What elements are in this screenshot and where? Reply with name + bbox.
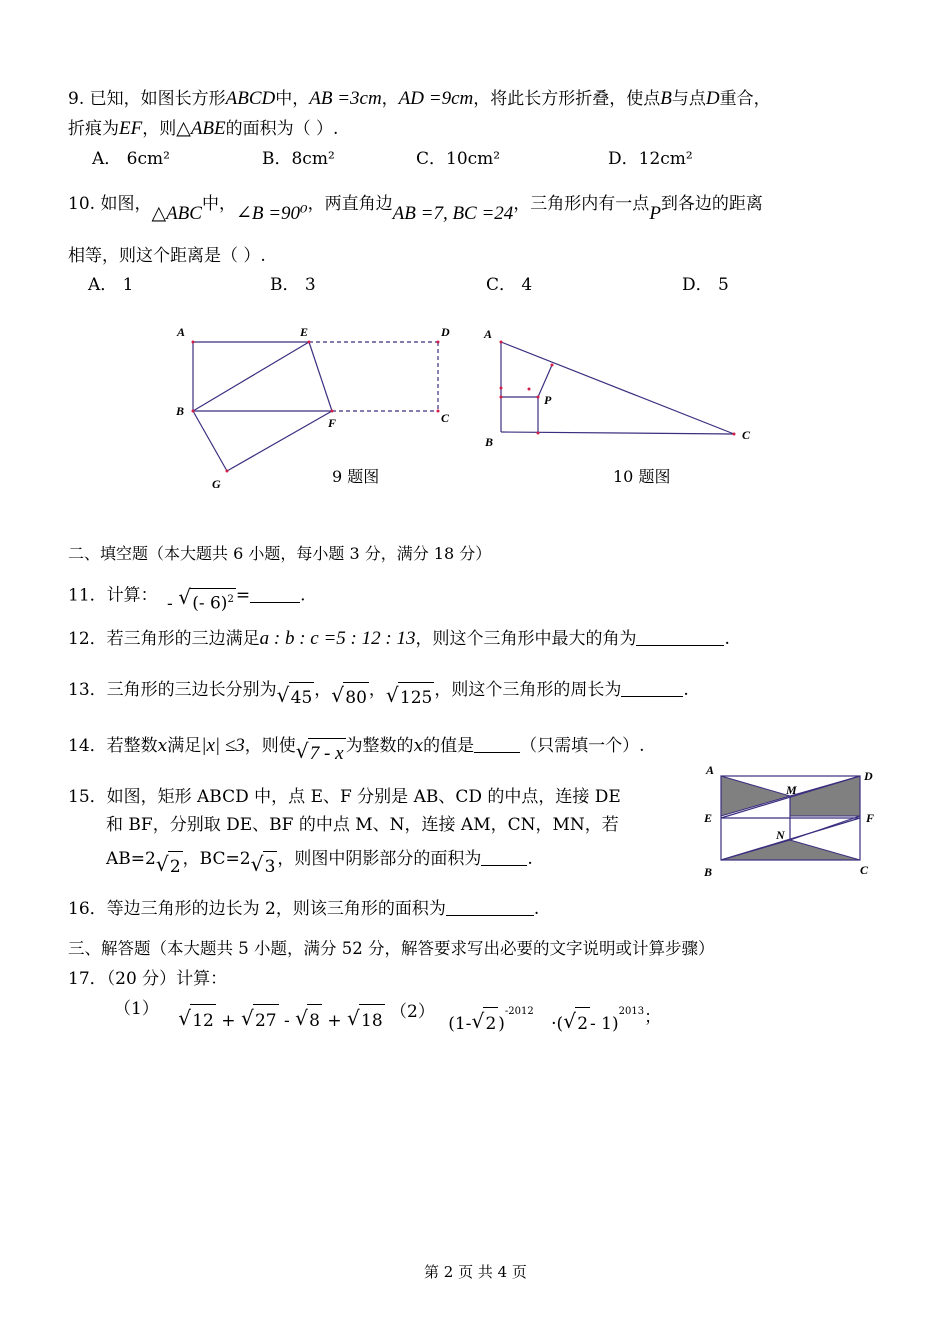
fig9-diagram [170, 320, 470, 500]
q9-text: 与点 [671, 89, 706, 109]
q17-part2 [390, 998, 661, 1034]
fig9-segment-ef [309, 342, 332, 411]
fig9-dot [308, 341, 311, 344]
q17-semicolon: ； [644, 1007, 662, 1028]
q14-text: 的值是 [423, 736, 475, 756]
q10-text: 到各边的距离 [660, 194, 763, 214]
q12-ratio: a : b : c =5 : 12 : 13 [259, 628, 416, 649]
q17-sqrt [295, 1004, 322, 1037]
fig9-label-f: F [328, 416, 337, 430]
q13-comma: ， [368, 680, 386, 700]
page-footer: 第 2 页 共 4 页 [424, 1263, 527, 1281]
fig15-label-c: C [860, 863, 869, 877]
q17-operator: + [327, 1011, 342, 1031]
fig10-dot [537, 432, 540, 435]
q13-radicand: 125 [398, 682, 434, 713]
q9-line2 [68, 118, 338, 140]
q9-text: ，则 [142, 119, 177, 139]
fig9-label-d: D [441, 325, 450, 339]
q17-radicand: 8 [307, 1004, 322, 1037]
q15-sqrt-2 [156, 851, 183, 882]
q10-point-p: P [649, 203, 661, 224]
q11-period: . [300, 585, 306, 606]
fig9-label-e: E [300, 325, 309, 339]
q17-label: 17．（20 分）计算： [68, 969, 228, 989]
q17-radicand: 2 [575, 1007, 590, 1040]
fig10-caption: 10 题图 [613, 467, 671, 486]
q17-expr: ) [498, 1013, 505, 1034]
q17-part1 [114, 998, 385, 1031]
q9-text: 折痕为 [68, 119, 119, 139]
q13-sqrt-80 [331, 682, 369, 713]
fig9-label-a: A [177, 325, 186, 339]
q15-line3 [106, 843, 533, 877]
fig15-label-b: B [704, 865, 713, 879]
fig9-dot [331, 410, 334, 413]
q13-sqrt-125 [386, 682, 434, 713]
fig10-dot [733, 433, 736, 436]
q9-triangle: △ABE [176, 118, 226, 139]
q17-part1-label: （1） [114, 999, 159, 1019]
fig10-label-b: B [485, 435, 494, 449]
q10-option-d: D． 5 [682, 275, 729, 295]
fig9-label-c: C [441, 411, 450, 425]
q9-rect-name: ABCD [225, 88, 276, 109]
q9-text: 重合， [719, 89, 771, 109]
q13 [68, 674, 689, 708]
q13-answer-blank[interactable] [621, 680, 683, 697]
q17-sqrt [347, 1004, 385, 1037]
q17-radicand: 12 [190, 1004, 216, 1037]
q11-exponent: 2 [227, 594, 234, 605]
q11-label: 11．计算： [68, 585, 158, 606]
q10-line1 [68, 188, 763, 230]
q13-radicand: 80 [343, 682, 369, 713]
q10-option-b: B． 3 [270, 275, 316, 295]
q17-expr: ·( [551, 1013, 564, 1034]
fig10-side-bc [501, 432, 734, 434]
fig10-diagram [478, 320, 758, 460]
q9-point-b: B [660, 88, 672, 109]
q14-answer-blank[interactable] [474, 736, 520, 753]
fig15-diagram [700, 760, 885, 885]
q9-line1 [68, 88, 771, 110]
fig15-label-f: F [866, 811, 875, 825]
section2-heading: 二、填空题（本大题共 6 小题，每小题 3 分，满分 18 分） [68, 544, 492, 563]
q17-radicand: 2 [483, 1007, 498, 1040]
fig10-label-p: P [544, 393, 552, 407]
fig9-dot [437, 341, 440, 344]
q9-option-b: B．8cm² [262, 149, 335, 169]
fig10-dot [500, 387, 503, 390]
q16 [68, 898, 539, 920]
q14-text: 满足 [167, 736, 202, 756]
fig15-label-d: D [864, 769, 873, 783]
fig15-label-a: A [706, 763, 715, 777]
q14 [68, 730, 645, 764]
q9-fold-line: EF [119, 118, 143, 139]
q9-ad: AD =9cm [398, 88, 474, 109]
q11-answer-blank[interactable] [250, 586, 300, 603]
q15-text: AB=2 [106, 849, 156, 869]
q13-sqrt-45 [277, 682, 315, 713]
q14-abs-condition: |x| ≤3 [201, 735, 245, 756]
q9-text: ，将此长方形折叠，使点 [473, 89, 661, 109]
q15-period: . [527, 849, 533, 869]
q9-text: 的面积为（ ）. [225, 119, 339, 139]
q12-text: 12．若三角形的三边满足 [68, 629, 260, 649]
q9-option-d: D．12cm² [608, 149, 693, 169]
q11 [68, 580, 306, 614]
q9-ab: AB =3cm [309, 88, 382, 109]
q17-expr: - 1) [590, 1013, 619, 1034]
fig10-side-ac [501, 342, 734, 434]
q16-answer-blank[interactable] [446, 899, 534, 916]
fig15-shaded-left [721, 776, 790, 816]
q10-text: 中， [201, 194, 236, 214]
q9-text: 中， [275, 89, 310, 109]
q17-sqrt [471, 1007, 498, 1040]
q9-point-d: D [705, 88, 720, 109]
q10-text: 10. 如图， [68, 194, 152, 214]
q16-period: . [533, 899, 540, 919]
q14-text: 14．若整数 [68, 736, 158, 756]
section3-heading: 三、解答题（本大题共 5 小题，满分 52 分，解答要求写出必要的文字说明或计算步骤） [68, 939, 715, 958]
q10-text: ，三角形内有一点 [513, 194, 650, 214]
q12 [68, 628, 730, 650]
q15-text: ，BC=2 [182, 849, 251, 869]
fig10-dot [537, 396, 540, 399]
q15-text: ，则图中阴影部分的面积为 [277, 849, 482, 869]
q15-answer-blank[interactable] [481, 849, 527, 866]
q13-comma: ， [314, 680, 332, 700]
fig9-dot [437, 410, 440, 413]
q15-sqrt-3 [251, 851, 278, 882]
q15-line2: 和 BF，分别取 DE、BF 的中点 M、N，连接 AM，CN，MN，若 [106, 815, 619, 835]
fig10-label-c: C [742, 428, 751, 442]
fig15-label-m: M [786, 783, 797, 797]
fig9-label-g: G [212, 477, 221, 491]
fig15-shaded-bottom [721, 840, 860, 860]
q10-line2: 相等，则这个距离是（ ）. [68, 246, 266, 266]
q15-radicand: 3 [263, 851, 278, 882]
q11-minus: - [167, 593, 173, 614]
q13-text: 13．三角形的三边长分别为 [68, 680, 277, 700]
q15-radicand: 2 [168, 851, 183, 882]
q17-expr: (1- [448, 1013, 472, 1034]
fig15-label-e: E [704, 811, 713, 825]
fig9-segment-gf [227, 411, 332, 471]
fig9-segment-be [193, 342, 309, 411]
q15-line1: 15．如图，矩形 ABCD 中，点 E、F 分别是 AB、CD 的中点，连接 DE [68, 787, 621, 807]
q9-text: ， [381, 89, 399, 109]
fig10-dot [551, 364, 554, 367]
q10-option-c: C． 4 [486, 275, 533, 295]
q14-var-x: x [157, 736, 168, 756]
fig9-label-b: B [176, 404, 185, 418]
q17-exponent: 2013 [618, 1006, 645, 1017]
q11-sqrt [178, 588, 236, 615]
q17-operator: + [221, 1011, 236, 1031]
q17-exponent: -2012 [504, 1006, 534, 1017]
q10-text: ，两直角边 [307, 194, 393, 214]
q16-text: 16．等边三角形的边长为 2，则该三角形的面积为 [68, 899, 446, 919]
q10-triangle: △ABC [151, 203, 202, 224]
fig9-dot [226, 470, 229, 473]
fig10-dot [500, 341, 503, 344]
q11-radicand: (- 6) [192, 593, 228, 614]
q13-text: ，则这个三角形的周长为 [434, 680, 622, 700]
q17-radicand: 27 [253, 1004, 279, 1037]
fig9-dot [192, 341, 195, 344]
q10-angle: ∠B =90⁰ [235, 203, 308, 224]
q10-option-a: A． 1 [88, 275, 134, 295]
fig9-caption: 9 题图 [332, 467, 380, 486]
q17-sqrt [178, 1004, 216, 1037]
fig15-label-n: N [776, 828, 785, 842]
q11-equals: = [235, 585, 251, 606]
fig10-dot [500, 396, 503, 399]
q17-part2-label: （2） [390, 1001, 435, 1022]
q10-sides: AB =7, BC =24 [392, 203, 514, 224]
q14-text: （只需填一个）. [520, 736, 645, 756]
q12-answer-blank[interactable] [636, 629, 724, 646]
q12-text: ，则这个三角形中最大的角为 [415, 629, 637, 649]
fig10-label-a: A [484, 327, 493, 341]
q13-period: . [683, 680, 689, 700]
q12-period: . [724, 629, 730, 649]
q9-text: 9. 已知，如图长方形 [68, 89, 226, 109]
fig9-dot [192, 410, 195, 413]
q14-radicand: 7 - x [308, 738, 346, 769]
q14-sqrt [296, 738, 346, 769]
q17-sqrt [563, 1007, 590, 1040]
fig15-shaded-right-top [790, 776, 860, 816]
q17-radicand: 18 [359, 1004, 385, 1037]
q17-operator: - [283, 1011, 290, 1031]
q9-option-a: A． 6cm² [92, 149, 170, 169]
q14-var-x: x [413, 736, 424, 756]
q14-text: ，则使 [244, 736, 296, 756]
q14-text: 为整数的 [345, 736, 414, 756]
fig10-dot [528, 388, 531, 391]
q9-option-c: C．10cm² [416, 149, 501, 169]
q13-radicand: 45 [289, 682, 315, 713]
q17-sqrt [241, 1004, 279, 1037]
fig9-segment-bg [193, 411, 227, 471]
